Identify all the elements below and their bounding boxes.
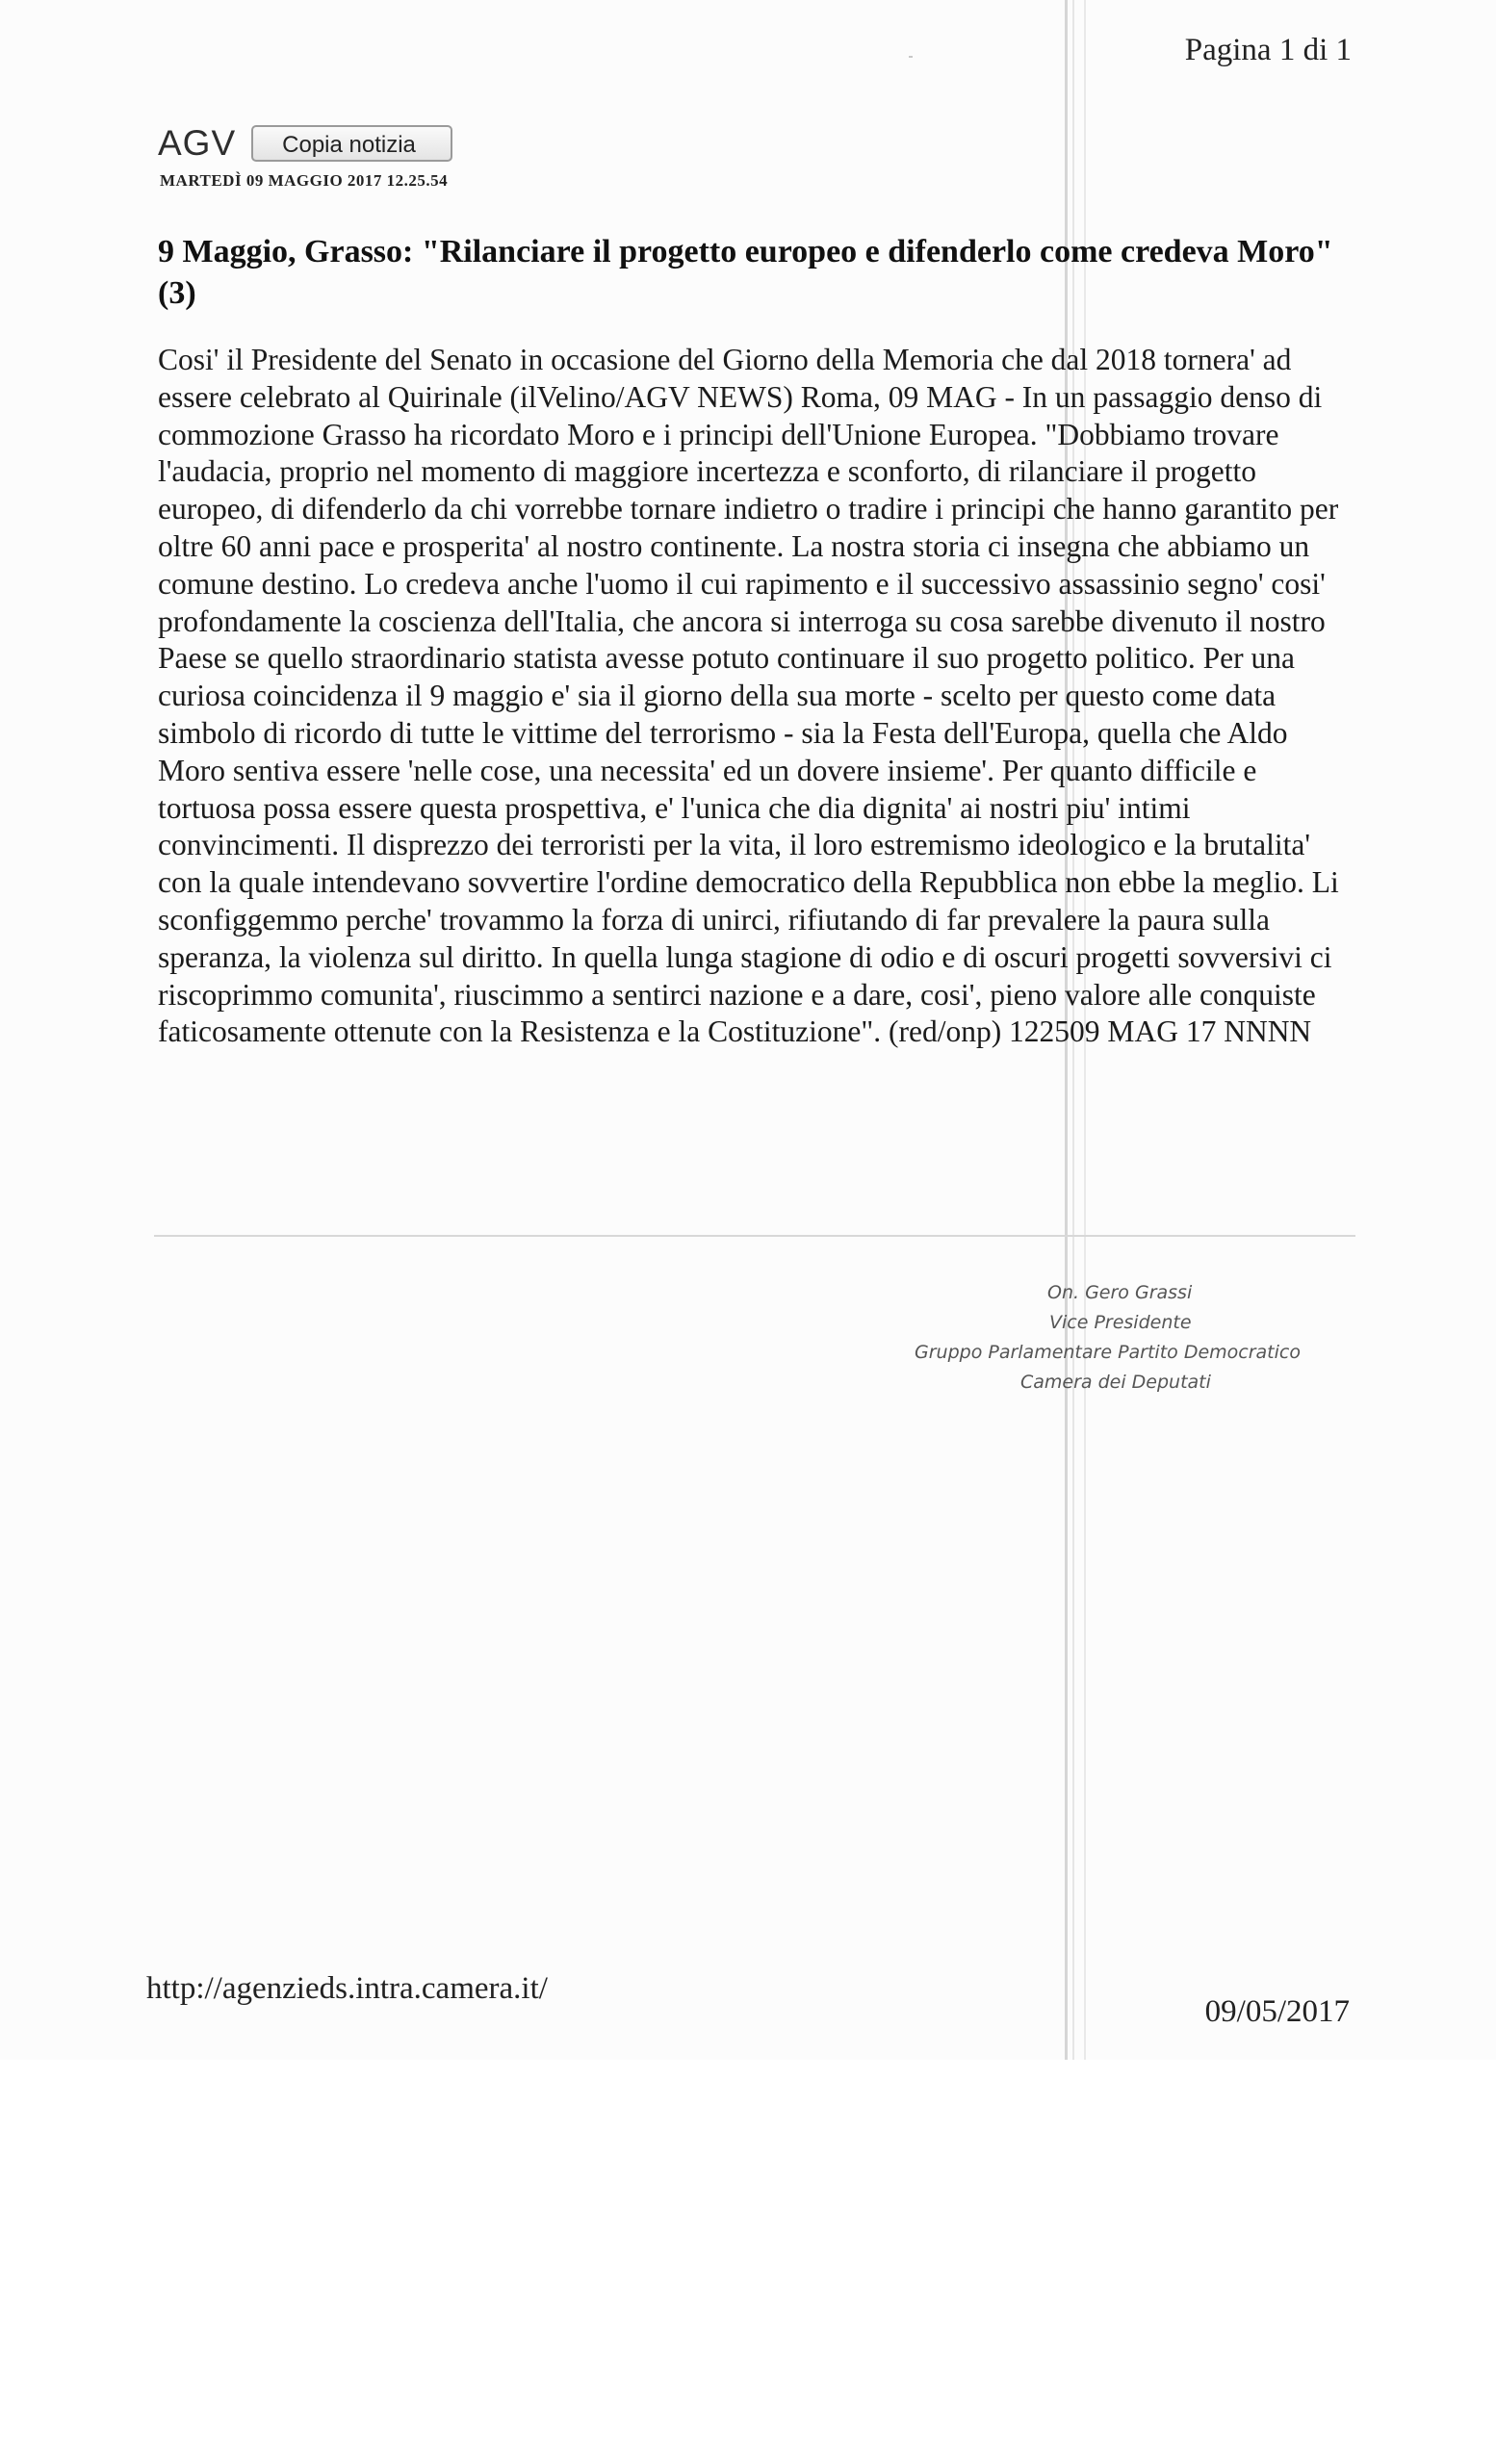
news-timestamp: MARTEDÌ 09 MAGGIO 2017 12.25.54 [160,171,449,190]
stamp-group: Gruppo Parlamentare Partito Democratico [915,1342,1301,1363]
article-body: Cosi' il Presidente del Senato in occasione del Giorno della Memoria che dal 2018 tornera' ad essere celebrato al Quirinale (ilVelino/AGV NEWS) Roma, 09 MAG - In un passaggio denso di commozione Grasso ha ricordato Moro e i principi dell'Unione Europea. "Dobbiamo trovare l'audacia, proprio nel momento di maggiore incertezza e sconforto, di rilanciare il progetto europeo, di difenderlo da chi vorrebbe tornare indietro o tradire i principi che hanno garantito per oltre 60 anni pace e prosperita' al nostro continente. La nostra storia ci insegna che abbiamo un comune destino. Lo credeva anche l'uomo il cui rapimento e il successivo assassinio segno' cosi' profondamente la coscienza dell'Italia, che ancora si interroga su cosa sarebbe divenuto il nostro Paese se quello straordinario statista avesse potuto continuare il suo progetto politico. Per una curiosa coincidenza il 9 maggio e' sia il giorno della sua morte - scelto per questo come data simbolo di ricordo di tutte le vittime del terrorismo - sia la Festa dell'Europa, quella che Aldo Moro sentiva essere 'nelle cose, una necessita' ed un dovere insieme'. Per quanto difficile e tortuosa possa essere questa prospettiva, e' l'unica che dia dignita' ai nostri piu' intimi convincimenti. Il disprezzo dei terroristi per la vita, il loro estremismo ideologico e la brutalita' con la quale intendevano sovvertire l'ordine democratico della Repubblica non ebbe la meglio. Li sconfiggemmo perche' trovammo la forza di unirci, rifiutando di far prevalere la paura sulla speranza, la violenza sul diritto. In quella lunga stagione di odio e di oscuri progetti sovversivi ci riscoprimmo comunita', riuscimmo a sentirci nazione e a dare, cosi', pieno valore alle conquiste faticosamente ottenute con la Resistenza e la Costituzione". (red/onp) 122509 MAG 17 NNNN [158,343,1339,1049]
page-number: Pagina 1 di 1 [1184,33,1352,67]
divider [154,1235,1355,1237]
office-stamp [866,1278,1367,1398]
stamp-chamber: Camera dei Deputati [1020,1372,1211,1393]
agency-header [158,123,452,164]
stamp-name: On. Gero Grassi [1047,1282,1193,1303]
footer-url: http://agenzieds.intra.camera.it/ [146,1971,548,2006]
article-title: 9 Maggio, Grasso: "Rilanciare il progetto europeo e difenderlo come credeva Moro" (3) [158,234,1333,311]
footer-date: 09/05/2017 [1204,1994,1350,2029]
copy-news-button[interactable]: Copia notizia [251,125,452,162]
stamp-role: Vice Presidente [1049,1312,1192,1333]
scan-speck [909,56,913,58]
agv-logo: AGV [158,123,237,163]
